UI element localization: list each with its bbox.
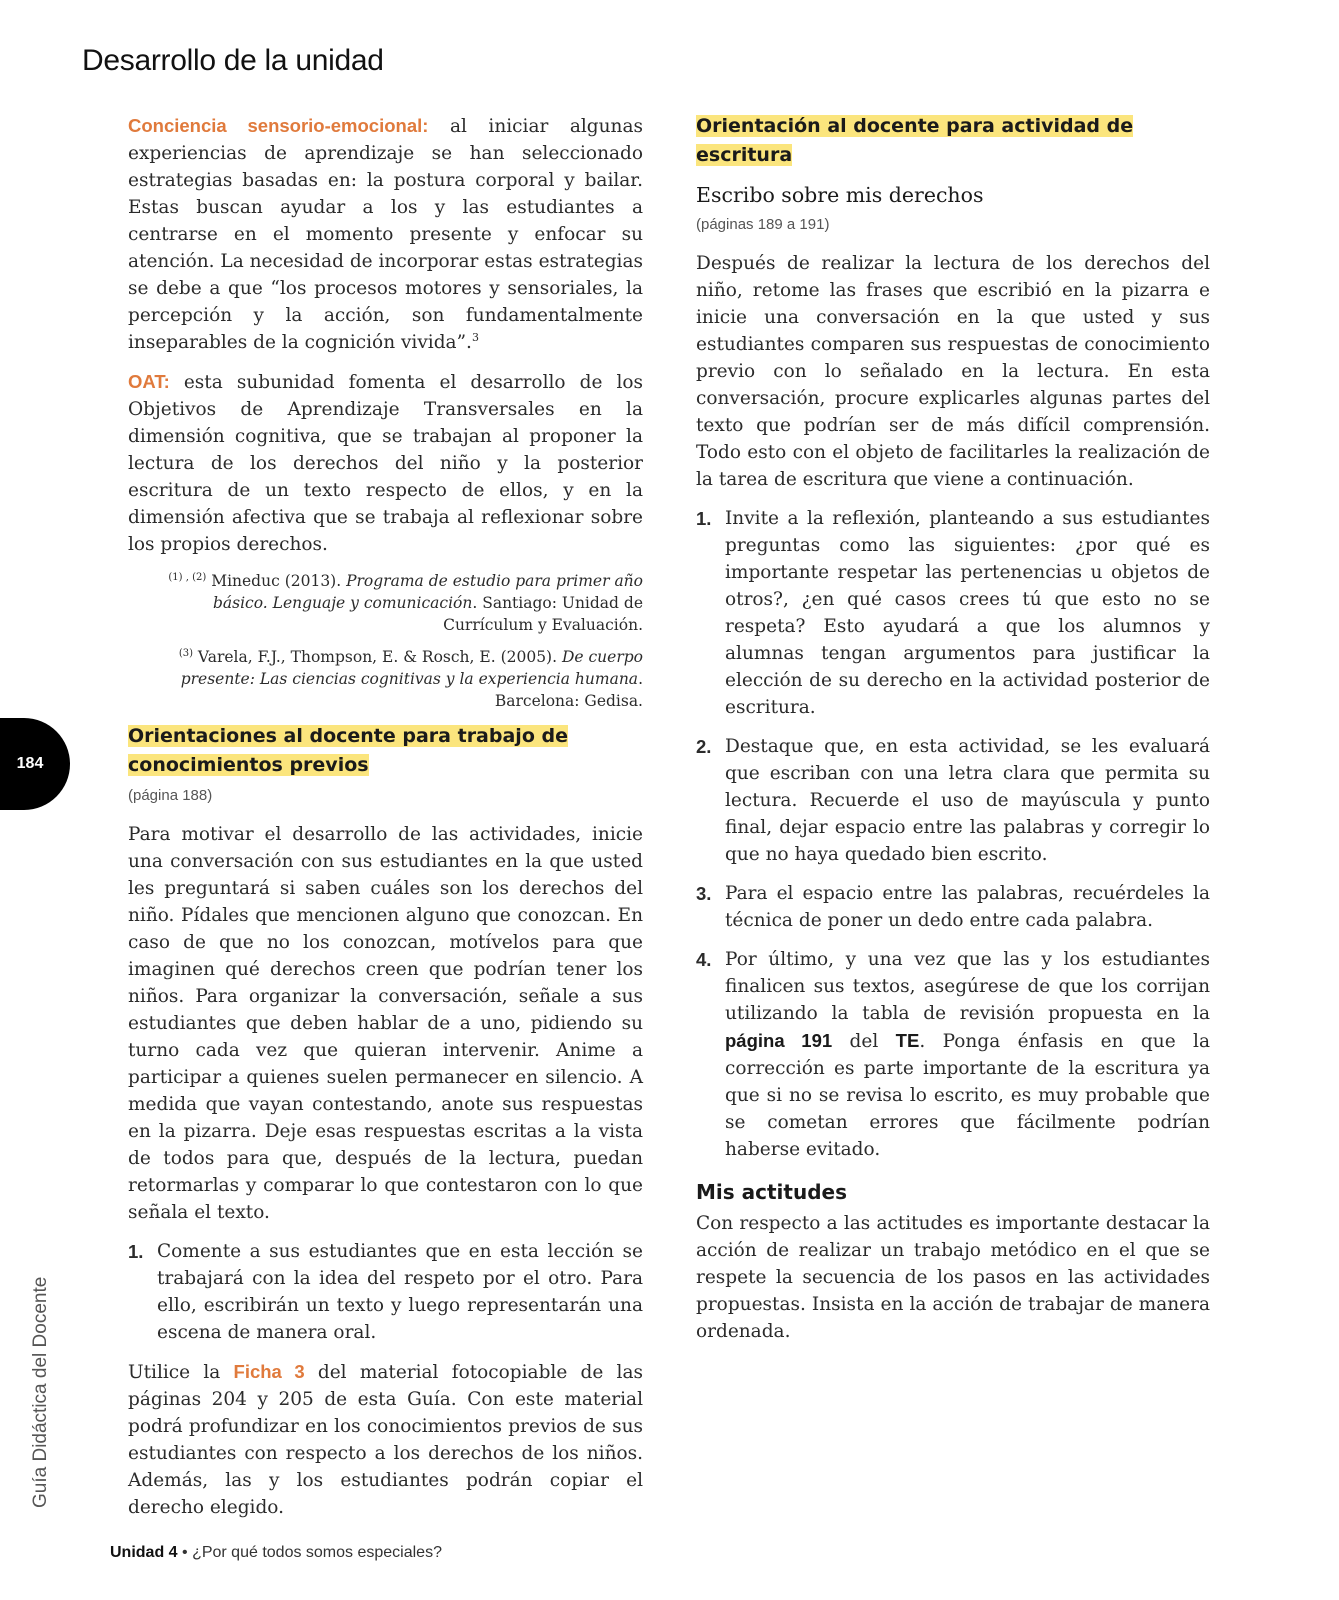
reading-paragraph: Después de realizar la lectura de los derechos del niño, retome las frases que escribió en la pizarra e inicie una conversación en la que usted y sus estudiantes comparen sus respuestas de conocimiento previo con lo señalado en la lectura. En esta conversación, procure explicarles algunas partes del texto que podrían ser de más difícil comprensión. Todo esto con el objeto de facilitarles la realización de la tarea de escritura que viene a continuación. [696,253,1210,490]
reference-2: $^{(3)}$ Varela, F.J., Thompson, E. & Rosch, E. (2005). De cuerpo presente: Las ciencias cognitivas y la experiencia humana. Barcelona: Gedisa. [178,647,643,710]
list-item: 4. Por último, y una vez que las y los estudiantes finalicen sus textos, asegúrese de que los corrijan utilizando la tabla de revisión propuesta en la página 191 del TE. Ponga énfasis en que la corrección es parte importante de la escritura ya que si no se revisa lo escrito, es muy probable que se cometan errores que fácilmente podrían haberse evitado. [696,949,1210,1160]
section-heading-prior-knowledge: Orientaciones al docente para trabajo de conocimientos previos [128,725,568,776]
subsection-title: Escribo sobre mis derechos [696,183,984,207]
guide-vertical-label: Guía Didáctica del Docente [30,1276,51,1508]
references [128,570,643,712]
reference-1: $^{(1) , (2)}$ Mineduc (2013). Programa de estudio para primer año básico. Lenguaje y comunicación. Santiago: Unidad de Currículum y Evaluación. [168,571,643,634]
list-item: 1. Comente a sus estudiantes que en esta lección se trabajará con la idea del respeto por el otro. Para ello, escribirán un texto y luego representarán una escena de manera oral. [128,1241,643,1343]
attitudes-heading: Mis actitudes [696,1180,847,1204]
sensory-text: al iniciar algunas experiencias de aprendizaje se han seleccionado estrategias basadas en: la postura corporal y bailar. Estas buscan ayudar a los y las estudiantes a centrarse en el momento presente y enfocar su atención. La necesidad de incorporar estas estrategias se debe a que “los procesos motores y sensoriales, la percepción y la acción, son fundamentalmente inseparables de la cognición vivida”. [128,116,643,353]
page-title: Desarrollo de la unidad [82,44,384,77]
oat-paragraph [128,368,643,558]
motivation-paragraph: Para motivar el desarrollo de las actividades, inicie una conversación con sus estudiantes en la que usted les preguntará si saben cuáles son los derechos del niño. Pídales que mencionen alguno que conozcan. En caso de que no los conozcan, motívelos para que imaginen qué derechos creen que podrían tener los niños. Para organizar la conversación, señale a sus estudiantes que deben hablar de a uno, pidiendo su turno cada vez que quieran intervenir. Anime a participar a quienes suelen permanecer en silencio. A medida que vayan contestando, anote sus respuestas en la pizarra. Deje esas respuestas escritas a la vista de todos para que, después de la lectura, puedan retormarlas y comparar lo que contestaron con lo que señala el texto. [128,824,643,1223]
oat-text: esta subunidad fomenta el desarrollo de los Objetivos de Aprendizaje Transversales en la dimensión cognitiva, que se trabajan al proponer la lectura de los derechos del niño y la posterior escritura de un texto respecto de ellos, y en la dimensión afectiva que se trabaja al reflexionar sobre los propios derechos. [128,372,643,555]
attitudes-paragraph: Con respecto a las actitudes es importante destacar la acción de realizar un trabajo metódico en el que se respete la secuencia de los pasos en las actividades propuestas. Insista en la acción de trabajar de manera ordenada. [696,1213,1210,1342]
sensory-label: Conciencia sensorio-emocional: [128,115,429,136]
footer [110,1544,442,1562]
footnote-marker: 3 [471,330,479,344]
page-reference: (página 188) [128,787,213,804]
page-number: 184 [16,755,44,772]
oat-label: OAT: [128,371,170,392]
list-item: 3. Para el espacio entre las palabras, recuérdeles la técnica de poner un dedo entre cada palabra. [696,883,1210,931]
list-item: 2. Destaque que, en esta actividad, se les evaluará que escriban con una letra clara que permita su lectura. Recuerde el uso de mayúscula y punto final, dejar espacio entre las palabras y corregir lo que no haya quedado bien escrito. [696,736,1210,865]
left-list [128,1238,643,1346]
page-reference: (páginas 189 a 191) [696,216,830,233]
worksheet-paragraph: Utilice la Ficha 3 del material fotocopiable de las páginas 204 y 205 de esta Guía. Con este material podrá profundizar en los conocimientos previos de sus estudiantes con respecto a los derechos de los niños. Además, las y los estudiantes podrán copiar el derecho elegido. [128,1361,643,1518]
worksheet-link: Ficha 3 [233,1361,305,1382]
list-item: 1. Invite a la reflexión, planteando a sus estudiantes preguntas como las siguientes: ¿por qué es importante respetar las pertenencias u objetos de otros?, ¿en qué casos crees tú que esto no se respeta? Esto ayudará a que los alumnos y alumnas tengan argumentos para justificar la elección de su derecho en la actividad posterior de escritura. [696,508,1210,718]
sensory-paragraph [128,112,643,356]
page-number-tab [0,718,70,810]
footer-title: ¿Por qué todos somos especiales? [192,1544,442,1561]
footer-unit: Unidad 4 [110,1544,178,1561]
right-column [696,112,1210,1357]
right-list [696,505,1210,1163]
footer-bullet: • [177,1544,193,1561]
left-column [128,112,643,1533]
section-heading-writing: Orientación al docente para actividad de escritura [696,115,1134,166]
